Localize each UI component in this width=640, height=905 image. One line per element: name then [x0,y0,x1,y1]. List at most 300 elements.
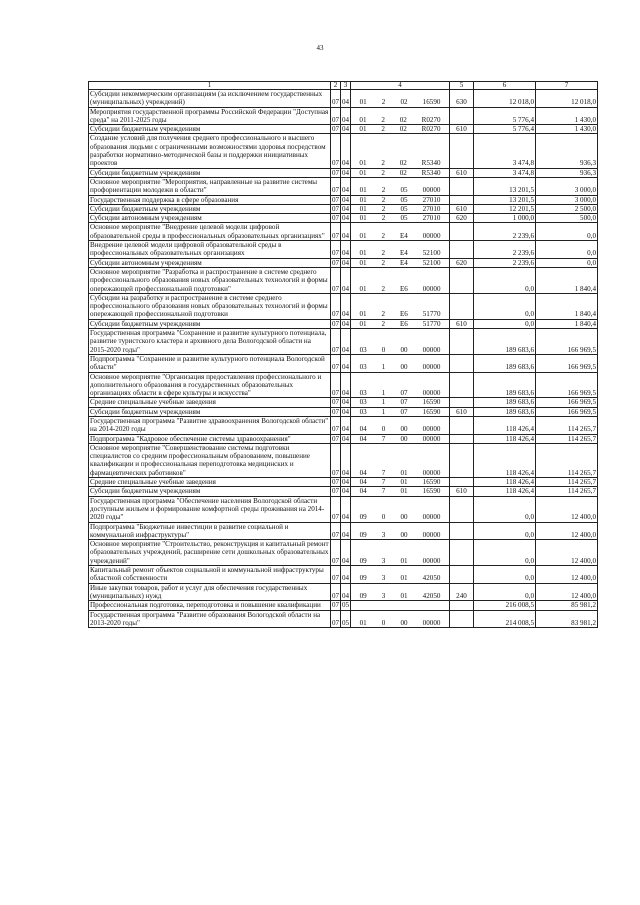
target-article-segment: 01 [359,258,367,267]
target-article-segment: 1 [381,407,386,416]
target-article-segment: 00000 [422,468,441,477]
section-code: 07 [332,168,340,177]
subsection-code: 05 [342,601,350,610]
subsection-code: 04 [342,195,350,204]
amount-year-1: 12 201,5 [474,204,536,213]
header-cell: 5 [450,82,474,90]
table-row [89,90,598,108]
expense-type-code [450,434,474,443]
target-article-segment: 00000 [422,389,441,398]
subsection-code: 04 [341,416,351,434]
target-article-segment: 7 [381,478,386,487]
target-article-segment: 07 [400,407,408,416]
target-article-segment: 02 [400,98,408,107]
table-row [89,125,598,134]
section-code: 07 [331,293,341,319]
amount-year-2: 500,0 [536,214,598,223]
amount-year-1: 0,0 [474,522,536,540]
section-code: 07 [331,267,341,293]
target-article-code [351,258,450,267]
target-article-segment: 01 [359,115,367,124]
target-article-code [351,90,450,108]
expense-type-code [450,540,474,566]
row-name: Основное мероприятие "Внедрение целевой модели цифровой образовательной среды в профессиональных образовательных организациях" [89,223,331,241]
subsection-code: 04 [341,372,351,398]
section-code: 07 [332,434,340,443]
target-article-segment: 09 [359,591,367,600]
header-row [89,82,598,90]
target-article-segment: 01 [359,618,367,627]
target-article-segment: 7 [381,487,386,496]
target-article-code [351,293,450,319]
target-article-segment: E6 [399,319,408,328]
table-row [89,434,598,443]
section-code: 07 [331,540,341,566]
target-article-segment: 04 [359,478,367,487]
amount-year-2: 1 840,4 [536,319,598,328]
amount-year-1: 189 683,6 [474,372,536,398]
section-code: 07 [331,354,341,372]
target-article-segments [352,619,448,627]
row-name: Субсидии бюджетным учреждениям [89,319,331,328]
target-article-segment: 09 [359,530,367,539]
subsection-code: 04 [341,134,351,168]
target-article-segment: 3 [381,591,386,600]
expense-type-code [450,610,474,628]
target-article-segment: 00000 [422,186,441,195]
target-article-segment: 01 [359,125,367,134]
target-article-segment: 01 [400,468,408,477]
header-cell: 4 [351,82,450,90]
expense-type-code [450,478,474,487]
row-name: Субсидии бюджетным учреждениям [89,204,331,213]
target-article-code [351,566,450,584]
row-name: Субсидии автономным учреждениям [89,214,331,223]
subsection-code: 04 [342,319,350,328]
target-article-segment: 00 [400,425,408,434]
target-article-segments [352,487,448,495]
target-article-segments [352,592,448,600]
target-article-segment: 01 [400,478,408,487]
section-code: 07 [332,398,340,407]
amount-year-1: 5 776,4 [474,107,536,125]
target-article-segment: 05 [400,195,408,204]
subsection-code: 04 [342,204,350,213]
target-article-code [351,434,450,443]
target-article-segment: 2 [381,249,386,258]
target-article-segment: 01 [359,319,367,328]
amount-year-1: 118 426,4 [474,478,536,487]
amount-year-1: 12 018,0 [474,90,536,108]
target-article-segment: 03 [359,363,367,372]
target-article-segments [352,557,448,565]
target-article-code [351,223,450,241]
subsection-code: 04 [341,223,351,241]
target-article-code [351,125,450,134]
target-article-code [351,407,450,416]
amount-year-2: 12 400,0 [536,522,598,540]
target-article-segment: 16590 [422,478,441,487]
amount-year-2: 166 969,5 [536,372,598,398]
expense-type-code [450,195,474,204]
subsection-code: 04 [341,540,351,566]
subsection-code: 04 [341,583,351,601]
section-code: 07 [331,90,341,108]
expense-type-code: 240 [450,583,474,601]
target-article-segment: 0 [381,513,386,522]
target-article-segment: 09 [359,513,367,522]
amount-year-2: 83 981,2 [536,610,598,628]
target-article-segment: 16590 [422,98,441,107]
target-article-code [351,267,450,293]
row-name: Основное мероприятие "Строительство, реконструкция и капитальный ремонт образовательных учреждений, расширение сети дошкольных образовательных учреждений" [90,540,329,565]
table-row [89,540,598,566]
target-article-code [351,329,450,355]
amount-year-1: 0,0 [474,540,536,566]
target-article-segments [352,196,448,204]
subsection-code: 04 [341,522,351,540]
amount-year-1: 2 239,6 [474,241,536,259]
target-article-segment: 01 [400,574,408,583]
amount-year-2: 1 840,4 [536,267,598,293]
amount-year-1: 189 683,6 [474,398,536,407]
target-article-segment: 07 [400,398,408,407]
amount-year-2: 166 969,5 [536,398,598,407]
expense-type-code [450,522,474,540]
amount-year-1: 0,0 [474,496,536,522]
table-row [89,610,598,628]
expense-type-code [450,223,474,241]
budget-table [88,81,598,628]
amount-year-2: 0,0 [536,241,598,259]
table-row [89,134,598,168]
expense-type-code: 630 [450,90,474,108]
target-article-segments [352,320,448,328]
expense-type-code [450,566,474,584]
target-article-segments [352,214,448,222]
amount-year-2: 2 500,0 [536,204,598,213]
target-article-code [351,177,450,195]
row-name: Субсидии бюджетным учреждениям [89,168,331,177]
amount-year-2: 1 430,0 [536,125,598,134]
target-article-segment: 2 [381,214,386,223]
target-article-segment: 05 [400,214,408,223]
target-article-segment: 52100 [422,258,441,267]
target-article-code [351,540,450,566]
expense-type-code [450,293,474,319]
target-article-segment: 01 [359,186,367,195]
target-article-segment: 00000 [422,618,441,627]
target-article-segment: 2 [381,115,385,124]
amount-year-1: 118 426,4 [474,434,536,443]
amount-year-1: 2 239,6 [474,223,536,241]
expense-type-code: 610 [450,487,474,496]
amount-year-1: 214 008,5 [474,610,536,628]
target-article-segment: E6 [399,310,408,319]
subsection-code: 04 [341,566,351,584]
target-article-code [351,583,450,601]
amount-year-2: 3 000,0 [536,177,598,195]
target-article-segment: 03 [359,398,367,407]
target-article-segments [352,232,448,240]
section-code: 07 [331,610,341,628]
expense-type-code [450,372,474,398]
table-row [89,177,598,195]
target-article-segment: 01 [359,204,367,213]
target-article-segment: 2 [381,310,386,319]
amount-year-1: 0,0 [474,319,536,328]
row-name: Подпрограмма "Сохранение и развитие культурного потенциала Вологодской области" [89,354,331,372]
target-article-segments [352,159,448,167]
amount-year-2: 0,0 [536,223,598,241]
target-article-segment: 04 [359,425,367,434]
row-name: Государственная программа "Развитие здравоохранения Вологодской области" на 2014-2020 годы [89,416,331,434]
row-name: Государственная поддержка в сфере образования [89,195,331,204]
amount-year-2: 12 400,0 [536,496,598,522]
amount-year-2: 114 265,7 [536,434,598,443]
subsection-code: 04 [341,107,351,125]
target-article-segment: 03 [359,407,367,416]
expense-type-code [450,398,474,407]
expense-type-code [450,134,474,168]
target-article-segment: 2 [381,258,386,267]
target-article-code [351,204,450,213]
row-name: Внедрение целевой модели цифровой образовательной среды в профессиональных образовательных организациях [89,241,331,259]
target-article-segment: 1 [381,398,386,407]
section-code: 07 [331,496,341,522]
subsection-code: 04 [342,214,350,223]
target-article-segment: 09 [359,574,367,583]
expense-type-code: 610 [450,125,474,134]
target-article-segments [352,259,448,267]
row-name: Средние специальные учебные заведения [89,478,331,487]
row-name: Государственная программа "Обеспечение населения Вологодской области доступным жильем и формирование комфортной среды проживания на 2014-2020 годы" [89,496,331,522]
target-article-segments [352,186,448,194]
header-cell: 3 [341,82,351,90]
section-code: 07 [332,478,340,487]
target-article-segment: 01 [359,159,367,168]
target-article-segment: 0 [381,618,386,627]
amount-year-1: 118 426,4 [474,416,536,434]
target-article-segment: 16590 [422,407,441,416]
expense-type-code: 610 [450,204,474,213]
header-cell: 6 [474,82,536,90]
target-article-segment: 02 [399,115,407,124]
target-article-segment: 01 [359,98,367,107]
subsection-code: 04 [342,407,350,416]
amount-year-1: 5 776,4 [474,125,536,134]
expense-type-code [450,329,474,355]
target-article-segment: 00000 [422,231,441,240]
target-article-code [351,601,450,610]
target-article-segment: 7 [381,434,386,443]
section-code: 07 [332,214,340,223]
amount-year-2: 0,0 [536,258,598,267]
section-code: 07 [332,258,340,267]
target-article-segment: 51770 [422,310,441,319]
target-article-segments [352,425,448,433]
section-code: 07 [331,134,341,168]
target-article-segment: 3 [381,574,386,583]
amount-year-1: 216 008,5 [474,601,536,610]
subsection-code: 04 [342,168,350,177]
row-name: Профессиональная подготовка, переподготовка и повышение квалификации [89,601,331,610]
expense-type-code: 610 [450,319,474,328]
target-article-segment: R0270 [421,115,441,124]
header-cell: 1 [89,82,331,90]
target-article-segment: E4 [399,258,408,267]
section-code: 07 [331,416,341,434]
target-article-segment: 02 [399,125,407,134]
section-code: 07 [332,195,340,204]
target-article-segment: 2 [381,186,386,195]
target-article-segment: 3 [381,556,386,565]
target-article-code [351,372,450,398]
target-article-segment: 00000 [422,530,441,539]
target-article-segment: 1 [381,389,386,398]
target-article-segment: E4 [399,231,408,240]
amount-year-2: 114 265,7 [536,478,598,487]
target-article-segment: 04 [359,487,367,496]
row-name: Государственная программа "Сохранение и развитие культурного потенциала, развитие туристского кластера и архивного дела Вологодской области на 2015-2020 годы" [89,329,331,355]
target-article-segments [352,408,448,416]
table-row [89,354,598,372]
target-article-segment: 2 [381,231,386,240]
subsection-code: 04 [341,496,351,522]
expense-type-code: 620 [450,258,474,267]
target-article-code [351,319,450,328]
target-article-segment: 00000 [422,556,441,565]
expense-type-code [450,416,474,434]
target-article-segment: 27010 [422,204,441,213]
amount-year-2: 12 400,0 [536,583,598,601]
expense-type-code [450,496,474,522]
row-name: Субсидии бюджетным учреждениям [89,125,331,134]
section-code: 07 [331,522,341,540]
table-row [89,204,598,213]
target-article-segments [352,169,448,177]
target-article-code [351,214,450,223]
target-article-segment: 1 [381,363,386,372]
amount-year-2: 12 400,0 [536,540,598,566]
expense-type-code [450,443,474,477]
expense-type-code: 610 [450,168,474,177]
target-article-segment: 01 [359,284,367,293]
target-article-segment: 02 [399,168,407,177]
target-article-segment: 09 [359,556,367,565]
target-article-segment: 02 [399,159,407,168]
row-name: Основное мероприятие "Мероприятия, направленные на развитие системы профориентации молодежи в области" [89,177,331,195]
target-article-segments [352,398,448,406]
target-article-code [351,195,450,204]
target-article-segment: 01 [400,591,408,600]
subsection-code: 04 [341,293,351,319]
row-name: Мероприятия государственной программы Российской Федерации "Доступная среда" на 2011-2025 годы [89,107,331,125]
target-article-segment: 00000 [422,513,441,522]
target-article-code [351,610,450,628]
section-code: 07 [332,125,340,134]
amount-year-2: 12 018,0 [536,90,598,108]
target-article-segment: 03 [359,345,367,354]
target-article-segment: 16590 [422,487,441,496]
table-row [89,195,598,204]
subsection-code: 04 [342,398,350,407]
table-row [89,223,598,241]
target-article-segment: 00 [400,363,408,372]
target-article-segment: 07 [400,389,408,398]
section-code: 07 [331,372,341,398]
subsection-code: 04 [341,267,351,293]
subsection-code: 04 [342,434,350,443]
amount-year-2: 114 265,7 [536,487,598,496]
section-code: 07 [331,566,341,584]
target-article-segment: 2 [381,168,385,177]
amount-year-2: 166 969,5 [536,354,598,372]
amount-year-2: 3 000,0 [536,195,598,204]
expense-type-code [450,177,474,195]
section-code: 07 [332,487,340,496]
target-article-segments [352,310,448,318]
target-article-segment: 00000 [422,434,441,443]
amount-year-1: 118 426,4 [474,487,536,496]
target-article-segment: 0 [381,345,386,354]
target-article-segments [352,389,448,397]
table-row [89,319,598,328]
table-row [89,214,598,223]
target-article-segment: 05 [400,186,408,195]
table-row [89,566,598,584]
row-name: Основное мероприятие "Совершенствование системы подготовки специалистов со средним профессиональным образованием, повышение квалификации и профессиональная переподготовка медицинских и фармацевтических работников" [89,443,331,477]
target-article-segment: R5340 [421,168,441,177]
row-name: Средние специальные учебные заведения [89,398,331,407]
target-article-segments [352,435,448,443]
target-article-code [351,443,450,477]
subsection-code: 04 [341,329,351,355]
row-name: Субсидии бюджетным учреждениям [89,487,331,496]
table-row [89,443,598,477]
expense-type-code [450,267,474,293]
subsection-code: 04 [342,125,350,134]
target-article-segments [352,346,448,354]
amount-year-2: 12 400,0 [536,566,598,584]
amount-year-2: 1 430,0 [536,107,598,125]
target-article-code [351,487,450,496]
table-row [89,601,598,610]
target-article-segment: 04 [359,434,367,443]
target-article-segment: 2 [381,284,386,293]
table-row [89,478,598,487]
target-article-segments [352,513,448,521]
subsection-code: 04 [341,354,351,372]
target-article-segment: 2 [381,98,386,107]
target-article-segment: E6 [399,284,408,293]
table-row [89,487,598,496]
target-article-segment: 2 [381,125,385,134]
page-number: 43 [316,44,324,52]
target-article-segment: 00000 [422,284,441,293]
row-name: Основное мероприятие "Разработка и распространение в системе среднего профессионального образования новых образовательных технологий и формы опережающей профессиональной подготовки" [89,267,331,293]
target-article-segment: 42050 [422,591,441,600]
row-name: Государственная программа "Развитие образования Вологодской области на 2013-2020 годы" [89,610,331,628]
target-article-code [351,522,450,540]
amount-year-1: 189 683,6 [474,407,536,416]
target-article-segment: 04 [359,468,367,477]
amount-year-1: 13 201,5 [474,195,536,204]
target-article-segments [352,249,448,257]
target-article-segment: 00000 [422,363,441,372]
target-article-code [351,478,450,487]
target-article-code [351,398,450,407]
